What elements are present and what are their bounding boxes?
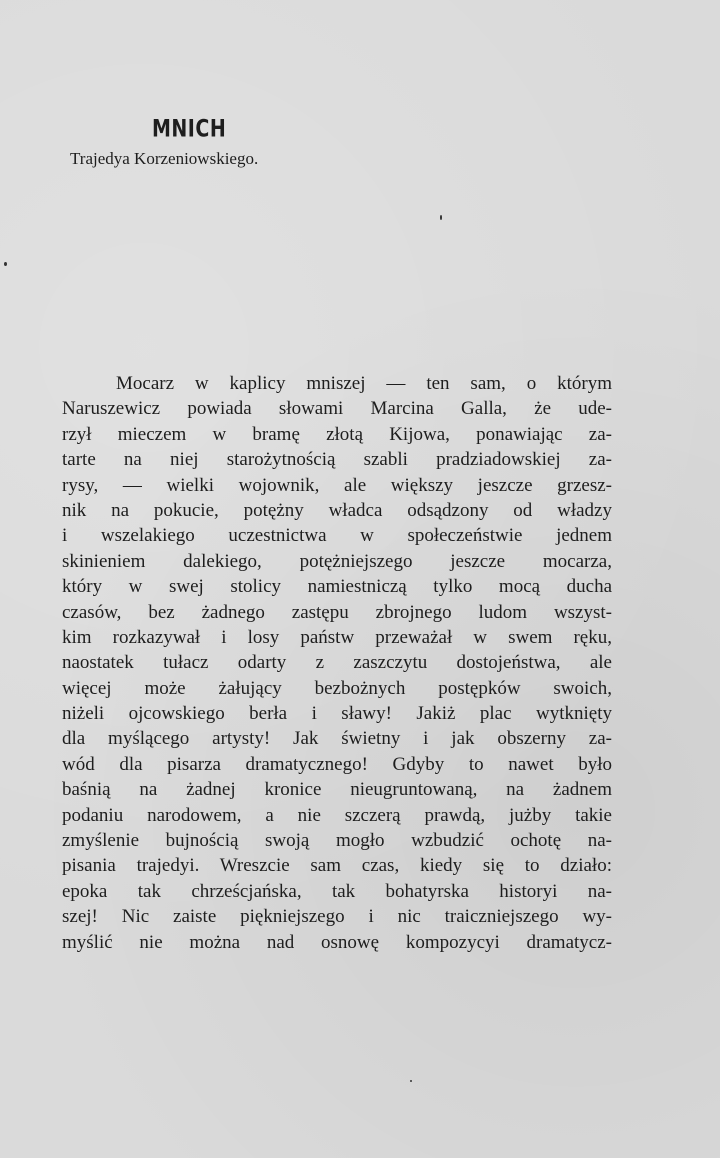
text-line: szej! Nic zaiste piękniejszego i nic traiczniejszego wy-	[62, 906, 612, 928]
text-line: Naruszewicz powiada słowami Marcina Galla, że ude-	[62, 398, 612, 420]
text-line: pisania trajedyi. Wreszcie sam czas, kiedy się to działo:	[62, 855, 612, 877]
page-subtitle: Trajedya Korzeniowskiego.	[70, 149, 259, 168]
text-line: który w swej stolicy namiestniczą tylko mocą ducha	[62, 576, 612, 598]
scan-speck	[4, 262, 7, 266]
text-line: skinieniem dalekiego, potężniejszego jeszcze mocarza,	[62, 550, 612, 572]
text-line: nik na pokucie, potężny władca odsądzony od władzy	[62, 499, 612, 521]
scan-speck	[440, 215, 442, 220]
scan-speck	[410, 1080, 412, 1082]
body-paragraph	[62, 371, 612, 955]
text-line: naostatek tułacz odarty z zaszczytu dostojeństwa, ale	[62, 652, 612, 674]
text-line: dla myślącego artysty! Jak świetny i jak obszerny za-	[62, 728, 612, 750]
text-line: wód dla pisarza dramatycznego! Gdyby to nawet było	[62, 753, 612, 775]
text-line: rysy, — wielki wojownik, ale większy jeszcze grzesz-	[62, 474, 612, 496]
text-line: zmyślenie bujnością swoją mogło wzbudzić ochotę na-	[62, 830, 612, 852]
text-line: więcej może żałujący bezbożnych postępków swoich,	[62, 677, 612, 699]
text-line: niżeli ojcowskiego berła i sławy! Jakiż plac wytknięty	[62, 703, 612, 725]
text-line: baśnią na żadnej kronice nieugruntowaną, na żadnem	[62, 779, 612, 801]
text-line: Mocarz w kaplicy mniszej — ten sam, o którym	[116, 373, 612, 394]
text-line: i wszelakiego uczestnictwa w społeczeństwie jednem	[62, 525, 612, 547]
text-line: epoka tak chrześcjańska, tak bohatyrska historyi na-	[62, 880, 612, 902]
text-line: tarte na niej starożytnością szabli pradziadowskiej za-	[62, 449, 612, 471]
text-line: podaniu narodowem, a nie szczerą prawdą, jużby takie	[62, 804, 612, 826]
text-line: czasów, bez żadnego zastępu zbrojnego ludom wszyst-	[62, 601, 612, 623]
text-line: kim rozkazywał i losy państw przeważał w swem ręku,	[62, 626, 612, 648]
page-title: MNICH	[152, 115, 227, 143]
text-line: rzył mieczem w bramę złotą Kijowa, ponawiając za-	[62, 423, 612, 445]
text-line: myślić nie można nad osnowę kompozycyi dramatycz-	[62, 931, 612, 953]
